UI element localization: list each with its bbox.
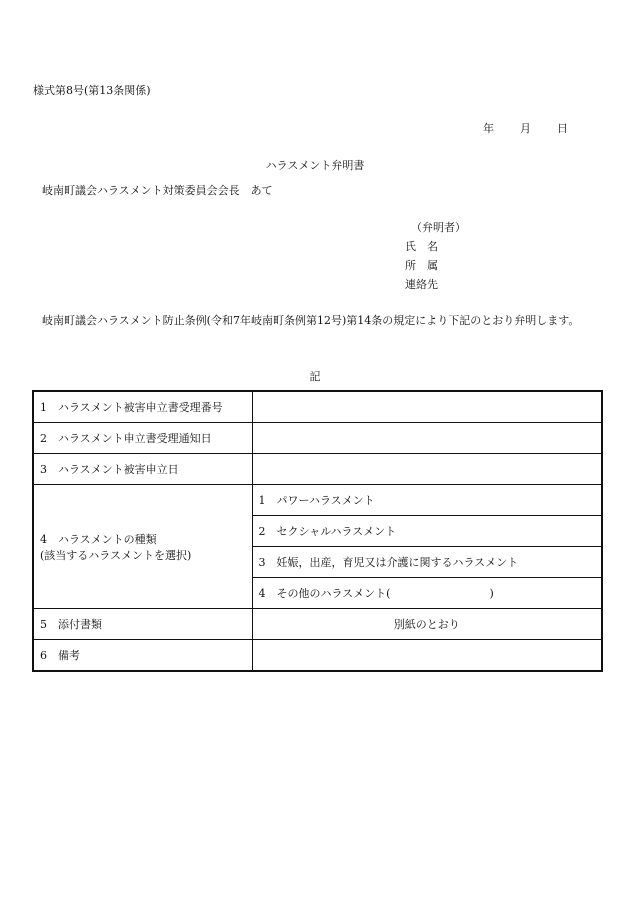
row6-value: [252, 640, 602, 672]
table-row: [33, 454, 602, 485]
date-day: 日: [557, 122, 568, 135]
form-number: 様式第8号(第13条関係): [33, 84, 151, 97]
document-title: ハラスメント弁明書: [265, 159, 365, 172]
harassment-type-2: 2 セクシャルハラスメント: [252, 516, 602, 547]
body-text: 岐南町議会ハラスメント防止条例(令和7年岐南町条例第12号)第14条の規定により下記のとおり弁明します。: [42, 314, 580, 327]
row5-label: 5 添付書類: [33, 609, 252, 640]
row2-label: 2 ハラスメント申立書受理通知日: [33, 423, 252, 454]
submitter-block: [405, 218, 466, 294]
submitter-name-label: 氏 名: [405, 240, 438, 253]
table-row: [33, 609, 602, 640]
row6-label: 6 備考: [33, 640, 252, 672]
row5-value: 別紙のとおり: [252, 609, 602, 640]
table-row: [33, 640, 602, 672]
date-month: 月: [520, 122, 531, 135]
row3-value: [252, 454, 602, 485]
harassment-type-3: 3 妊娠，出産，育児又は介護に関するハラスメント: [252, 547, 602, 578]
form-table: [32, 390, 603, 672]
harassment-type-1: 1 パワーハラスメント: [252, 485, 602, 516]
row1-label: 1 ハラスメント被害申立書受理番号: [33, 391, 252, 423]
table-row: [33, 485, 602, 516]
submitter-contact-label: 連絡先: [405, 278, 438, 291]
row4-label: [33, 485, 252, 609]
row4-label-line2: (該当するハラスメントを選択): [40, 548, 192, 562]
row4-label-line1: 4 ハラスメントの種類: [40, 532, 157, 546]
submitter-heading: （弁明者）: [411, 221, 466, 234]
submitter-affiliation-label: 所 属: [405, 259, 438, 272]
table-row: [33, 423, 602, 454]
addressee: 岐南町議会ハラスメント対策委員会会長 あて: [42, 184, 273, 197]
date-year: 年: [483, 122, 494, 135]
row3-label: 3 ハラスメント被害申立日: [33, 454, 252, 485]
ki-heading: 記: [309, 370, 321, 383]
row2-value: [252, 423, 602, 454]
row1-value: [252, 391, 602, 423]
harassment-type-4: 4 その他のハラスメント( ): [252, 578, 602, 609]
table-row: [33, 391, 602, 423]
date-line: [483, 120, 568, 136]
